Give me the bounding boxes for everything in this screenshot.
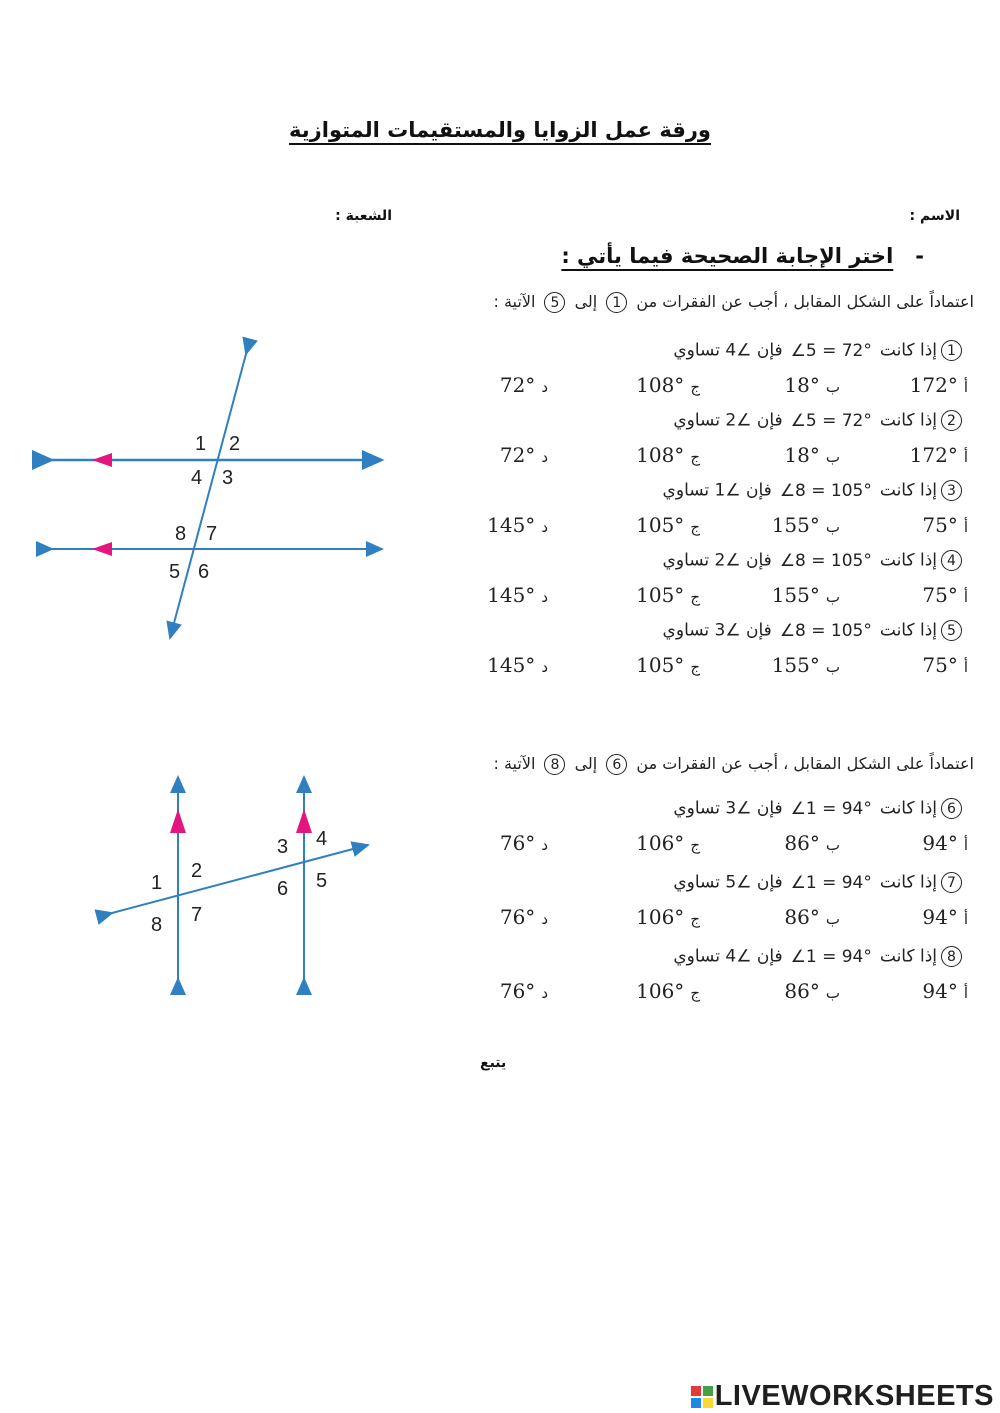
number-circle: 1 [606,292,627,313]
answer-option[interactable]: ج105° [636,583,700,607]
question-number-circle: 2 [941,410,962,431]
angle-label: 4 [316,828,328,850]
question-number-circle: 6 [941,798,962,819]
answer-option[interactable]: د145° [487,513,548,537]
question-number-circle: 7 [941,872,962,893]
angle-label: 8 [175,523,187,545]
question-8: 8إذا كانت∠1 = 94°فإن ∠4 تساوي [673,946,966,967]
number-circle: 6 [606,754,627,775]
question-5: 5إذا كانت∠8 = 105°فإن ∠3 تساوي [663,620,966,641]
answer-option[interactable]: ج106° [636,979,700,1003]
angle-label: 3 [277,836,289,858]
question-2: 2إذا كانت∠5 = 72°فإن ∠2 تساوي [673,410,966,431]
angle-label: 3 [222,467,234,489]
answer-option[interactable]: ج108° [636,443,700,467]
answer-option[interactable]: ب18° [784,443,840,467]
answer-option[interactable]: د145° [487,653,548,677]
parallel-marker-icon [296,809,312,833]
continue-label: يتبع [480,1055,507,1071]
angle-label: 7 [191,904,203,926]
page-title: ورقة عمل الزوايا والمستقيمات المتوازية [289,118,711,142]
question-number-circle: 8 [941,946,962,967]
answer-option[interactable]: أ172° [909,443,968,467]
parallel-marker-icon [92,542,112,556]
transversal-line [170,354,246,638]
answer-option[interactable]: ج105° [636,653,700,677]
answer-option[interactable]: د76° [499,979,548,1003]
angle-label: 2 [229,433,241,455]
answer-option[interactable]: د145° [487,583,548,607]
question-3: 3إذا كانت∠8 = 105°فإن ∠1 تساوي [663,480,966,501]
question-number-circle: 5 [941,620,962,641]
answer-option[interactable]: أ94° [922,905,968,929]
angle-label: 5 [169,561,181,583]
answer-option[interactable]: ب86° [784,905,840,929]
angle-label: 2 [191,860,203,882]
number-circle: 5 [544,292,565,313]
answer-option[interactable]: أ94° [922,979,968,1003]
question-1: 1إذا كانت∠5 = 72°فإن ∠4 تساوي [673,340,966,361]
question-7: 7إذا كانت∠1 = 94°فإن ∠5 تساوي [673,872,966,893]
figure-parallel-lines-2 [100,765,390,995]
answer-option[interactable]: ب18° [784,373,840,397]
answer-option[interactable]: ج106° [636,905,700,929]
angle-label: 7 [206,523,218,545]
answer-option[interactable]: د76° [499,905,548,929]
name-label: الاسم : [909,208,960,224]
answer-option[interactable]: أ75° [922,653,968,677]
part2-intro: اعتماداً على الشكل المقابل ، أجب عن الفقرات من 6 إلى 8 الآتية : [493,754,974,773]
answer-option[interactable]: د72° [499,373,548,397]
question-number-circle: 4 [941,550,962,571]
answer-option[interactable]: ج106° [636,831,700,855]
angle-label: 8 [151,914,163,936]
answer-option[interactable]: أ94° [922,831,968,855]
angle-label: 6 [277,878,289,900]
parallel-marker-icon [92,453,112,467]
question-number-circle: 1 [941,340,962,361]
angle-label: 5 [316,870,328,892]
answer-option[interactable]: ب155° [771,513,840,537]
number-circle: 8 [544,754,565,775]
answer-option[interactable]: أ172° [909,373,968,397]
answer-option[interactable]: ج108° [636,373,700,397]
question-4: 4إذا كانت∠8 = 105°فإن ∠2 تساوي [663,550,966,571]
answer-option[interactable]: أ75° [922,583,968,607]
brand-logo: LIVEWORKSHEETS [691,1380,994,1413]
answer-option[interactable]: د76° [499,831,548,855]
question-number-circle: 3 [941,480,962,501]
section-label: الشعبة : [335,208,392,224]
answer-option[interactable]: أ75° [922,513,968,537]
figure-parallel-lines-1 [40,340,400,660]
liveworksheets-logo-icon [691,1386,713,1408]
part1-intro: اعتماداً على الشكل المقابل ، أجب عن الفقرات من 1 إلى 5 الآتية : [493,292,974,311]
parallel-marker-icon [170,809,186,833]
instruction-heading: -اختر الإجابة الصحيحة فيما يأتي : [561,244,924,268]
answer-option[interactable]: ج105° [636,513,700,537]
angle-label: 1 [151,872,163,894]
question-6: 6إذا كانت∠1 = 94°فإن ∠3 تساوي [673,798,966,819]
answer-option[interactable]: ب155° [771,653,840,677]
answer-option[interactable]: ب86° [784,831,840,855]
angle-label: 1 [195,433,207,455]
answer-option[interactable]: ب155° [771,583,840,607]
answer-option[interactable]: ب86° [784,979,840,1003]
angle-label: 6 [198,561,210,583]
angle-label: 4 [191,467,203,489]
answer-option[interactable]: د72° [499,443,548,467]
